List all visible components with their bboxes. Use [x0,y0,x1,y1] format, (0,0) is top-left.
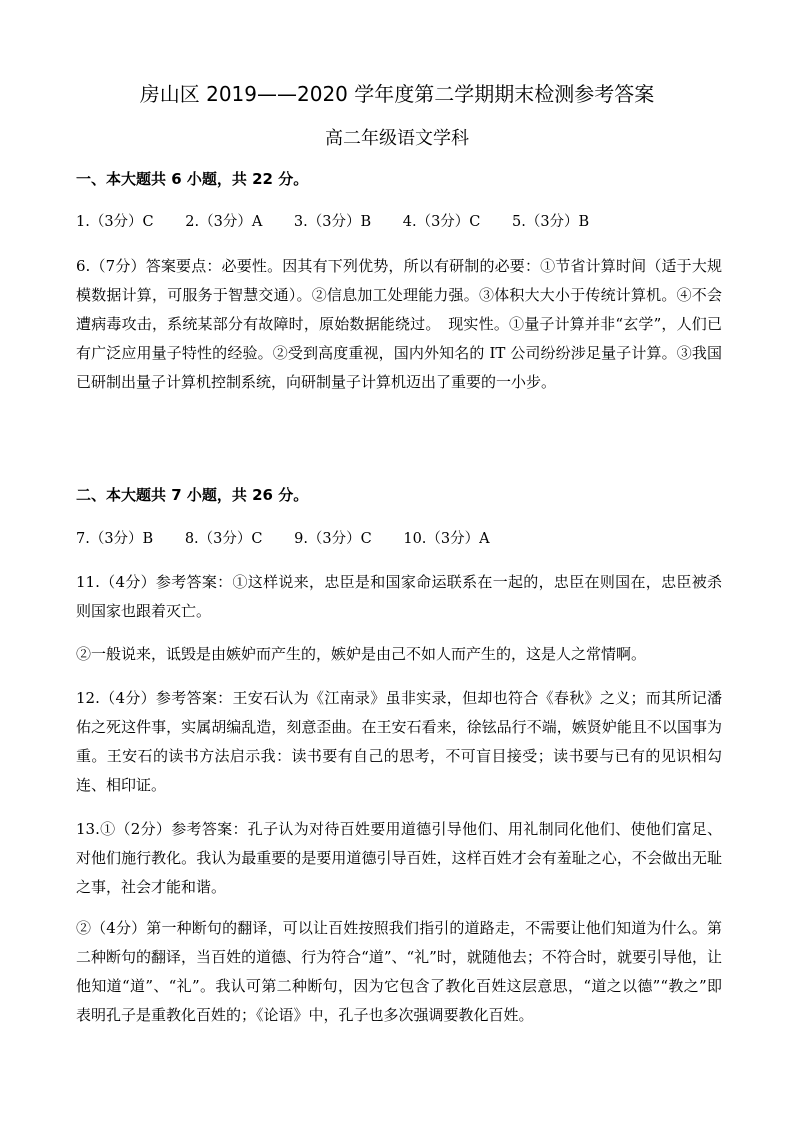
answer-q6: 6.（7分）答案要点：必要性。因其有下列优势，所以有研制的必要：①节省计算时间（适于大规模数据计算，可服务于智慧交通）。②信息加工处理能力强。③体积大大小于传统计算机。④不会遭病毒攻击，系统某部分有故障时，原始数据能绕过。 现实性。①量子计算并非“玄学”，人们已有广泛应用量子特性的经验。②受到高度重视，国内外知名的 IT 公司纷纷涉足量子计算。③我国已研制出量子计算机控制系统，向研制量子计算机迈出了重要的一小步。 [76,257,722,391]
answer-q11-part2: ②一般说来，诋毁是由嫉妒而产生的，嫉妒是由己不如人而产生的，这是人之常情啊。 [76,645,647,663]
answer-q5: 5.（3分）B [512,214,590,230]
answer-q13-part1: 13.①（2分）参考答案：孔子认为对待百姓要用道德引导他们、用礼制同化他们、使他们富足、对他们施行教化。我认为最重要的是要用道德引导百姓，这样百姓才会有羞耻之心，不会做出无耻之事，社会才能和谐。 [76,820,722,896]
answer-q12: 12.（4分）参考答案：王安石认为《江南录》虽非实录，但却也符合《春秋》之义；而其所记潘佑之死这件事，实属胡编乱造，刻意歪曲。在王安石看来，徐铉品行不端，嫉贤妒能且不以国事为重。王安石的读书方法启示我：读书要有自己的思考，不可盲目接受；读书要与已有的见识相勾连、相印证。 [76,689,722,794]
answer-q3: 3.（3分）B [293,214,372,230]
answer-q7: 7.（3分）B [76,531,154,547]
section-2-answer-row [76,528,517,550]
answer-q8: 8.（3分）C [184,531,263,547]
answer-q13-part2: ②（4分）第一种断句的翻译，可以让百姓按照我们指引的道路走，不需要让他们知道为什么。第二种断句的翻译，当百姓的道德、行为符合“道”、“礼”时，就随他去；不符合时，就要引导他，让他知道“道”、“礼”。我认可第二种断句，因为它包含了教化百姓这层意思，“道之以德”“教之”即表明孔子是重教化百姓的；《论语》中，孔子也多次强调要教化百姓。 [76,919,722,1024]
answer-q10: 10.（3分）A [403,531,490,547]
section-2-heading: 二、本大题共 7 小题，共 26 分。 [76,486,309,504]
page-title: 房山区 2019——2020 学年度第二学期期末检测参考答案 [139,82,655,106]
page-subtitle: 高二年级语文学科 [325,128,469,149]
answer-q2: 2.（3分）A [185,214,263,230]
section-1-heading: 一、本大题共 6 小题，共 22 分。 [76,170,309,188]
answer-q1: 1.（3分）C [76,214,154,230]
section-1-answer-row [76,211,616,233]
answer-q9: 9.（3分）C [294,531,372,547]
answer-q11-part1: 11.（4分）参考答案：①这样说来，忠臣是和国家命运联系在一起的，忠臣在则国在，忠臣被杀则国家也跟着灭亡。 [76,573,722,620]
answer-q4: 4.（3分）C [402,214,481,230]
